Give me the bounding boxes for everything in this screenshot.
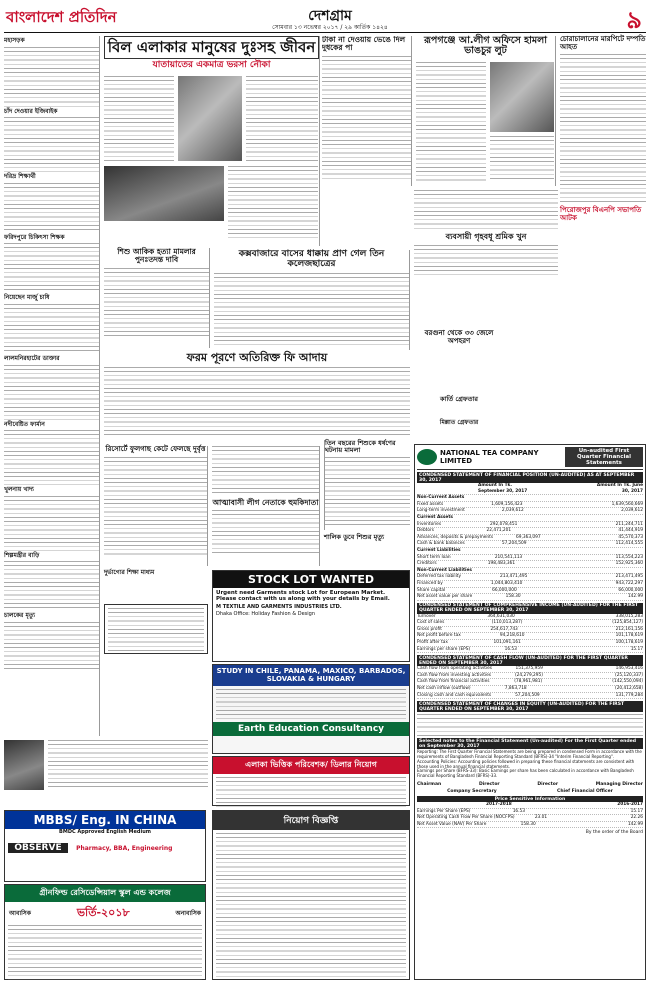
- fin-row-value: 69,363,097: [516, 534, 541, 540]
- story-4-headline: শিশু আকিক হত্যা মামলার পুনঃতদন্ত দাবি: [117, 247, 196, 265]
- left-text-block: [4, 430, 99, 485]
- fin-row-value: 142.99: [627, 821, 643, 827]
- fin-row-value: [496, 515, 548, 521]
- fin-row-value: 23.01: [534, 815, 548, 821]
- mbbs-ad: [4, 810, 206, 882]
- fin-row-value: (24,279,295): [514, 672, 543, 678]
- fin-row-value: [591, 568, 643, 574]
- left-headline-3: দরিদ্র শিক্ষার্থী: [4, 173, 36, 181]
- story-1: [322, 36, 412, 186]
- fin-row-value: 254,617,743: [490, 626, 518, 632]
- story-7-headline: ব্যবসায়ী গৃহবধূ শ্রমিক খুন: [445, 232, 527, 241]
- fin-row-value: [591, 495, 643, 501]
- story-8-headline: পিরোজপুর বিএনপি সভাপতি আটক: [560, 206, 642, 223]
- fin-row-value: 2,039,612: [501, 508, 524, 514]
- stock-lot-ad: [212, 570, 410, 662]
- fin-row-value: 112,414,555: [615, 541, 643, 547]
- fin-row-value: 146,953,416: [615, 666, 643, 672]
- fin-equity-table: [417, 714, 643, 736]
- mbbs-headline: MBBS/ Eng. IN CHINA: [5, 811, 205, 829]
- study-ad: [212, 664, 410, 754]
- fin-row-label: Cash & bank balances: [417, 541, 465, 547]
- left-headline-6: লালমনিরহাটের ডাক্তার: [4, 354, 60, 362]
- fin-row: [417, 614, 643, 621]
- fin-row-value: 1,044,803,410: [490, 580, 523, 586]
- fin-section-income: CONDENSED STATEMENT OF COMPREHENSIVE INCOME (UN-AUDITED) FOR THE FIRST QUARTER ENDED ON SEPTEMBER 30, 2017: [417, 603, 643, 614]
- stock-lot-company: M TEXTILE AND GARMENTS INDUSTRIES LTD.: [216, 604, 342, 610]
- fin-row-value: (78,961,981): [514, 679, 543, 685]
- story-2: [416, 36, 556, 186]
- lead-text-block: [246, 76, 318, 161]
- fin-row-value: 22,471,201: [486, 528, 512, 534]
- fin-section-cash: CONDENSED STATEMENT OF CASH FLOW (UN-AUDITED) FOR THE FIRST QUARTER ENDED ON SEPTEMBER 30, 2017: [417, 655, 643, 666]
- fin-row-value: (142,550,094): [612, 679, 643, 685]
- fin-col-head: Amount In Tk. June 30, 2017: [596, 483, 643, 494]
- fin-row-value: 41,444,919: [618, 528, 643, 534]
- fin-row: [417, 508, 643, 515]
- fin-row-label: Deferred tax liability: [417, 574, 461, 580]
- ad-text: [216, 777, 406, 809]
- fin-row-label: Cost of sales: [417, 620, 445, 626]
- fin-row: [417, 515, 643, 522]
- fin-row-value: 66,000,000: [618, 587, 643, 593]
- fin-row-value: 158.30: [505, 594, 521, 600]
- fin-row-label: Creditors: [417, 561, 437, 567]
- fin-row-label: Current Liabilities: [417, 547, 461, 553]
- fin-row-value: 210,541,113: [494, 554, 523, 560]
- school-name: গ্রীনফিল্ড রেসিডেন্সিয়াল স্কুল এন্ড কলেজ: [5, 885, 205, 902]
- job-notice-text: [216, 833, 406, 978]
- story-text: [560, 54, 646, 204]
- story-text: [104, 367, 410, 437]
- fin-row: [417, 647, 643, 654]
- story-3-headline: চোরাচালানের মারপিটে দম্পতি আহত: [560, 35, 646, 51]
- fin-row-label: Net Asset Value (NAV) Per Share: [417, 821, 487, 827]
- fin-row-value: 57,204,509: [501, 541, 527, 547]
- lead-photo-boat: [104, 166, 224, 221]
- lead-text-block: [228, 166, 318, 241]
- fin-row: [417, 581, 643, 588]
- fin-row-value: 15.17: [630, 808, 643, 814]
- pharmacy-text: Pharmacy, BBA, Engineering: [76, 845, 173, 852]
- fin-row-value: 1,639,560,669: [611, 501, 643, 507]
- fin-row-label: Financed by: [417, 580, 443, 586]
- story-11-headline: রিসোর্টে ফুলগাছ কেটে ফেলছে দুর্বৃত্ত: [105, 445, 206, 453]
- left-headline-5: নিয়েছেন মার্জু চাষি: [4, 294, 50, 302]
- fin-section-equity: CONDENSED STATEMENT OF CHANGES IN EQUITY (UN-AUDITED) FOR THE FIRST QUARTER ENDED ON SEPTEMBER 30, 2017: [417, 701, 643, 712]
- fin-row-label: Short term loan: [417, 554, 451, 560]
- fin-row-value: (25,120,337): [615, 672, 643, 678]
- fin-row-value: 101,178,619: [615, 633, 643, 639]
- fin-row-value: 2,039,612: [621, 508, 643, 514]
- price-sensitive-title: Price Sensitive Information: [417, 796, 643, 802]
- fin-row-label: Cash flow from financial activities: [417, 679, 490, 685]
- fin-row: [417, 541, 643, 548]
- agent-headline: এলাকা ভিত্তিক পরিবেশক/ ডিলার নিয়োগ: [213, 757, 409, 774]
- story-9: [104, 352, 410, 442]
- story-11: [104, 446, 208, 566]
- story-4: [104, 248, 210, 348]
- fin-row-label: Current Assets: [417, 514, 453, 520]
- story-9-headline: ফরম পূরণে অতিরিক্ত ফি আদায়: [186, 351, 328, 364]
- fin-col-head: Amount In Tk. September 30, 2017: [478, 483, 528, 494]
- job-notice-title: নিয়োগ বিজ্ঞপ্তি: [213, 811, 409, 830]
- fin-row: [417, 633, 643, 640]
- left-headline-1: মহাসড়ক: [4, 37, 25, 44]
- story-16: [414, 420, 504, 440]
- lead-headline: বিল এলাকার মানুষের দুঃসহ জীবন: [104, 36, 319, 59]
- left-text-block: [4, 496, 99, 551]
- masthead-rule: [4, 32, 646, 33]
- stock-lot-headline: STOCK LOT WANTED: [213, 571, 409, 588]
- fin-row-label: Share capital: [417, 587, 446, 593]
- story-5-headline: কক্সবাজারে বাসের ধাক্কায় প্রাণ গেল তিন কলেজছাত্রের: [238, 249, 385, 269]
- financial-statement: [414, 444, 646, 980]
- fin-note: Earnings per Share (BFRS-33): Basic Earnings per share has been calculated in accordance with Bangladesh Financial Reporting Standard (BFRS)-33.: [417, 768, 634, 779]
- fin-row: [417, 548, 643, 555]
- fin-row-label: Closing cash and cash equivalents: [417, 692, 492, 698]
- fin-row-value: 142.99: [627, 594, 643, 600]
- fin-row: [417, 822, 643, 829]
- fin-row-label: Net asset value per share: [417, 594, 473, 600]
- story-text: [212, 446, 319, 496]
- left-text-block: [4, 622, 99, 672]
- sig-secretary: Company Secretary: [447, 789, 497, 794]
- story-text: [214, 273, 409, 345]
- fin-note: Reporting: The First Quarter Financial Statements are being prepared in condensed Form in accordance with the requirements of Bangladesh Financial Reporting Standard (BFRS)-34 "Interim Financial Reporting".: [417, 749, 642, 760]
- study-text: [216, 689, 406, 719]
- fin-income-table: [417, 614, 643, 654]
- fin-row: [417, 561, 643, 568]
- story-text: [416, 62, 486, 182]
- left-headline-10: চালকের মৃত্যু: [4, 612, 36, 620]
- fin-row-value: 22.26: [630, 815, 643, 821]
- fin-row-value: 15.17: [630, 646, 643, 652]
- left-headline-8: খুলনায় খাদ্য: [4, 486, 34, 494]
- story-text: [104, 457, 207, 557]
- fin-row-value: 211,244,711: [615, 521, 643, 527]
- fin-row-label: Non-Current Liabilities: [417, 567, 472, 573]
- story-15-headline: কার্তি গ্রেফতার: [439, 395, 479, 403]
- story-13: [324, 534, 410, 564]
- fin-cash-table: [417, 666, 643, 699]
- fin-row-value: 158.30: [520, 821, 536, 827]
- story-14: [104, 570, 210, 600]
- stock-lot-body: Urgent need Garments stock Lot for European Market. Please contact with us along with your details by Email.: [216, 590, 390, 602]
- story-3: [560, 36, 646, 236]
- left-text-block: [4, 47, 99, 107]
- fin-row-label: Long-term investment: [417, 508, 465, 514]
- tea-leaf-icon: [417, 449, 437, 465]
- section-title: দেশগ্রাম: [308, 8, 352, 24]
- lead-photo: [178, 76, 242, 161]
- fin-row: [417, 574, 643, 581]
- nonresidential-label: অনাবাসিক: [175, 910, 201, 917]
- fin-row-value: 16.53: [512, 808, 525, 814]
- fin-row-value: [502, 495, 554, 501]
- story-13-headline: শালিক ডুবে শিশুর মৃত্যু: [324, 533, 385, 541]
- sens-col-head: 2016-2017: [617, 802, 643, 807]
- story-text: [414, 245, 558, 275]
- observe-logo: OBSERVE: [8, 843, 68, 853]
- sig-md: Managing Director: [595, 782, 643, 787]
- fin-row-label: Earnings Per Share (EPS): [417, 808, 471, 814]
- fin-row-value: [591, 515, 643, 521]
- fin-row-label: Net profit before tax: [417, 633, 461, 639]
- sig-cfo: Chief Financial Officer: [557, 789, 613, 794]
- story-16-headline: মিল্লাত গ্রেফতার: [439, 419, 479, 426]
- fin-row: [417, 666, 643, 673]
- job-notice: [212, 810, 410, 980]
- fin-row-value: 113,554,223: [615, 554, 643, 560]
- fin-row: [417, 815, 643, 822]
- paper-logo: বাংলাদেশ প্রতিদিন: [6, 8, 117, 26]
- left-text-block: [4, 304, 99, 354]
- mbbs-sub: BMDC Approved English Medium: [59, 829, 151, 835]
- fin-row-value: 16.53: [504, 646, 517, 652]
- story-5: [214, 250, 410, 350]
- board-order: By the order of the Board: [585, 830, 643, 836]
- school-text: [8, 925, 202, 980]
- fin-row: [417, 522, 643, 529]
- residential-label: আবাসিক: [9, 910, 31, 917]
- fin-row-label: Net cash inflow (outflow): [417, 686, 471, 692]
- obituary-text: [48, 740, 208, 790]
- fin-row-value: (20,412,658): [615, 686, 643, 692]
- left-text-block: [4, 561, 99, 611]
- story-10-headline: তিন বছরের শিশুকে ধর্ষণের ঘটনায় মামলা: [325, 439, 396, 455]
- story-text: [414, 190, 558, 230]
- story-12: [212, 446, 320, 566]
- fin-row-value: [505, 568, 557, 574]
- fin-row-value: 100,178,619: [615, 640, 643, 646]
- fin-row-label: Cash flow from operating activities: [417, 666, 493, 672]
- story-1-headline: টাকা না দেওয়ায় ভেঙে দিল দুধকের পা: [322, 36, 406, 53]
- study-headline: STUDY IN CHILE, PANAMA, MAXICO, BARBADOS, SLOVAKIA & HUNGARY: [213, 665, 409, 686]
- admission-title: ভর্তি-২০১৮: [76, 906, 130, 919]
- fin-notes-title: Selected notes to the Financial Statement (Un-audited) For the First Quarter ended on September 30, 2017: [417, 738, 643, 749]
- school-ad: [4, 884, 206, 980]
- fin-row: [417, 640, 643, 647]
- sig-director: Director: [478, 782, 500, 787]
- lead-text-block: [104, 76, 174, 161]
- story-12-headline: আত্মাবাসী লীগ নেতাকে হুমকিদাতা: [212, 498, 319, 507]
- story-6-headline: বরগুনা থেকে ৩৩ জেলে অপহরণ: [424, 329, 494, 345]
- sig-chairman: Chairman: [417, 782, 442, 787]
- fin-row-value: 94,218,610: [499, 633, 525, 639]
- fin-subtitle: Un-audited First Quarter Financial Statements: [565, 447, 643, 467]
- fin-section-position: CONDENSED STATEMENT OF FINANCIAL POSITION (UN-AUDITED) AS AT SEPTEMBER 30, 2017: [417, 472, 643, 483]
- story-text: [212, 510, 319, 555]
- fin-row-label: Profit after tax: [417, 640, 448, 646]
- fin-row-value: 101,091,161: [493, 640, 521, 646]
- fin-row: [417, 620, 643, 627]
- story-10: [324, 440, 410, 530]
- fin-row-value: 212,161,156: [615, 626, 643, 632]
- fin-row-label: Inventories: [417, 521, 442, 527]
- fin-row-label: Cash flow from investing activities: [417, 672, 491, 678]
- left-text-block: [4, 183, 99, 233]
- fin-row-value: 198,483,361: [487, 561, 516, 567]
- fin-row-value: 66,000,000: [492, 587, 517, 593]
- fin-row-label: Fixed assets: [417, 501, 444, 507]
- fin-row-value: 151,375,959: [515, 666, 543, 672]
- fin-row-value: 152,925,360: [615, 561, 643, 567]
- fin-row-value: [500, 548, 552, 554]
- fin-row: [417, 686, 643, 693]
- fin-row: [417, 693, 643, 700]
- left-column: [4, 36, 100, 736]
- story-14-headline: দুর্ভাগ্যের শিক্ষা মাধ্যম: [104, 569, 155, 576]
- fin-row-value: 57,204,509: [515, 692, 540, 698]
- lead-story: [104, 36, 320, 246]
- fin-note: Accounting Policies: Accounting policies followed in preparing these financial statements are consistent with those used in the annual financial statements.: [417, 758, 635, 769]
- story-text: [104, 268, 209, 338]
- agent-ad: [212, 756, 410, 806]
- fin-row-value: 1,609,156,423: [491, 501, 523, 507]
- fin-company: NATIONAL TEA COMPANY LIMITED: [440, 449, 539, 465]
- fin-row-value: 131,779,284: [615, 692, 643, 698]
- story-text: [325, 457, 410, 527]
- fin-row-value: 7,863,718: [504, 686, 527, 692]
- left-text-block: [4, 243, 99, 293]
- left-text-block: [4, 365, 99, 420]
- fin-row-value: [591, 548, 643, 554]
- fin-row-value: 364,631,030: [487, 613, 515, 619]
- story-text: [322, 56, 411, 181]
- fin-row-value: 338,015,283: [615, 613, 643, 619]
- story-text: [490, 136, 554, 182]
- fin-row: [417, 594, 643, 601]
- lead-subhead: যাতায়াতের একমাত্র ভরসা নৌকা: [152, 59, 271, 70]
- sens-col-head: 2017-2018: [486, 802, 512, 807]
- fin-row-value: (110,013,287): [491, 620, 523, 626]
- fin-row-label: Net Operating Cash Flow Per Share (NOCFPS): [417, 815, 515, 821]
- fin-row-label: Turnover: [417, 613, 436, 619]
- story-2-photo: [490, 62, 554, 132]
- left-headline-4: ফরিদপুরে চিকিৎসা শিক্ষক: [4, 233, 65, 241]
- fin-row-value: 45,570,373: [618, 534, 643, 540]
- ad-text: [108, 608, 204, 652]
- fin-row-label: Debtors: [417, 528, 434, 534]
- price-sensitive-table: [417, 809, 643, 829]
- stock-lot-office: Dhaka Office: Holiday Fashion & Design: [216, 611, 316, 617]
- fin-row-label: Gross profit: [417, 626, 442, 632]
- fin-row-value: 213,471,495: [615, 574, 643, 580]
- left-headline-9: শিল্পমন্ত্রীর বাড়ি: [4, 551, 40, 559]
- date-line: সোমবার ১৩ নভেম্বর ২০১৭ / ২৯ কার্তিক ১৪২৪: [272, 24, 388, 31]
- story-2-headline: রূপগঞ্জে আ.লীগ অফিসে হামলা ভাঙচুর লুট: [424, 35, 547, 57]
- fin-row-value: 292,078,451: [490, 521, 518, 527]
- earth-name: Earth Education Consultancy: [213, 722, 409, 736]
- fin-row: [417, 495, 643, 502]
- fin-row-label: Advances, deposits & prepayments: [417, 534, 494, 540]
- page-number: ৯: [626, 5, 642, 34]
- left-headline-7: নদীবেষ্টিত ফার্মান: [4, 420, 45, 428]
- fin-row-value: 943,722,297: [615, 580, 643, 586]
- fin-row-label: Earnings per share (EPS): [417, 646, 471, 652]
- left-headline-2: চাঁদ দেওয়ার ইজিবাইক: [4, 107, 58, 115]
- fin-row: [417, 555, 643, 562]
- fin-row-value: (125,854,127): [612, 620, 643, 626]
- left-text-block: [4, 117, 99, 172]
- fin-row-label: Non-Current Assets: [417, 495, 465, 501]
- school-ad-small: [104, 604, 208, 654]
- portrait-photo: [4, 740, 44, 790]
- fin-row: [417, 528, 643, 535]
- fin-position-table: [417, 495, 643, 601]
- story-6: [414, 190, 558, 278]
- sig-director: Director: [537, 782, 559, 787]
- story-6-block: [414, 330, 504, 390]
- fin-row-value: 213,471,495: [500, 574, 528, 580]
- story-15: [414, 396, 504, 416]
